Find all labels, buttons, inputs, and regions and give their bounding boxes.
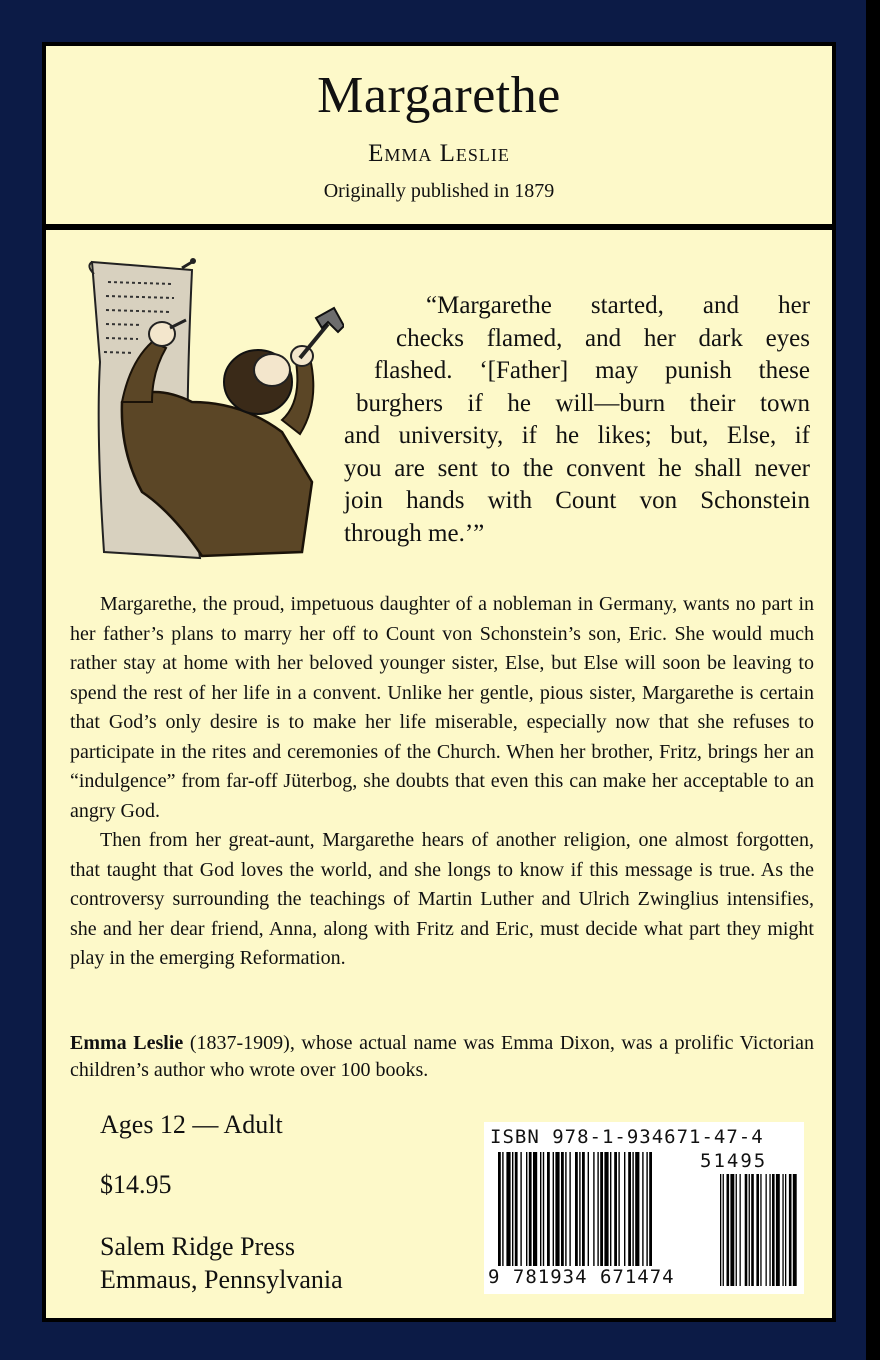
quote-line: “Margarethe started, and her [426, 292, 810, 319]
right-edge-strip [866, 0, 880, 1360]
description-paragraph: Then from her great-aunt, Margarethe hears of another religion, one almost forgotten, that taught that God loves the world, and she longs to know if this message is true. As the controversy surrounding the teachings of Martin Luther and Ulrich Zwinglius intensifies, she and her dear friend, Anna, along with Fritz and Eric, must decide what part they might play in the emerging Reformation. [70, 829, 814, 969]
book-title: Margarethe [317, 67, 561, 124]
isbn-label: ISBN 978-1-934671-47-4 [490, 1126, 764, 1148]
quote-line: and university, if he likes; but, Else, if [344, 422, 810, 449]
content-panel [42, 226, 836, 1322]
author-bio-text: (1837-1909), whose actual name was Emma Dixon, was a prolific Victorian children’s author who wrote over 100 books. [70, 1032, 814, 1081]
publisher-info [100, 1230, 343, 1296]
monk-nailing-theses-icon [82, 252, 344, 564]
quote-line: join hands with Count von Schonstein [344, 487, 810, 514]
quote-line: through me.’” [344, 519, 485, 547]
quote-line: you are sent to the convent he shall never [344, 454, 810, 482]
ean-digits: 9 781934 671474 [488, 1266, 675, 1288]
title-panel [42, 42, 836, 228]
publisher-name: Salem Ridge Press [100, 1232, 295, 1261]
book-description [70, 590, 814, 974]
book-author: Emma Leslie [368, 140, 510, 167]
publication-note: Originally published in 1879 [323, 180, 555, 202]
publisher-location: Emmaus, Pennsylvania [100, 1265, 343, 1294]
isbn-barcode [484, 1122, 804, 1294]
age-range: Ages 12 — Adult [100, 1110, 283, 1139]
author-bio-name: Emma Leslie [70, 1032, 184, 1054]
description-paragraph: Margarethe, the proud, impetuous daughter of a nobleman in Germany, wants no part in her father’s plans to marry her off to Count von Schonstein’s son, Eric. She would much rather stay at home with her beloved younger sister, Else, but Else will soon be leaving to spend the rest of her life in a convent. Unlike her gentle, pious sister, Margarethe is certain that God’s only desire is to make her life miserable, especially now that she refuses to participate in the rites and ceremonies of the Church. When her brother, Fritz, brings her an “indulgence” from far-off Jüterbog, she doubts that even this can make her acceptable to an angry God. [70, 593, 814, 822]
book-quote [344, 290, 810, 550]
quote-line: burghers if he will—burn their town [356, 389, 810, 417]
quote-line: flashed. ‘[Father] may punish these [374, 357, 810, 384]
author-bio [70, 1030, 814, 1084]
price-code: 51495 [700, 1150, 768, 1172]
price: $14.95 [100, 1170, 172, 1199]
quote-line: checks flamed, and her dark eyes [396, 324, 810, 352]
